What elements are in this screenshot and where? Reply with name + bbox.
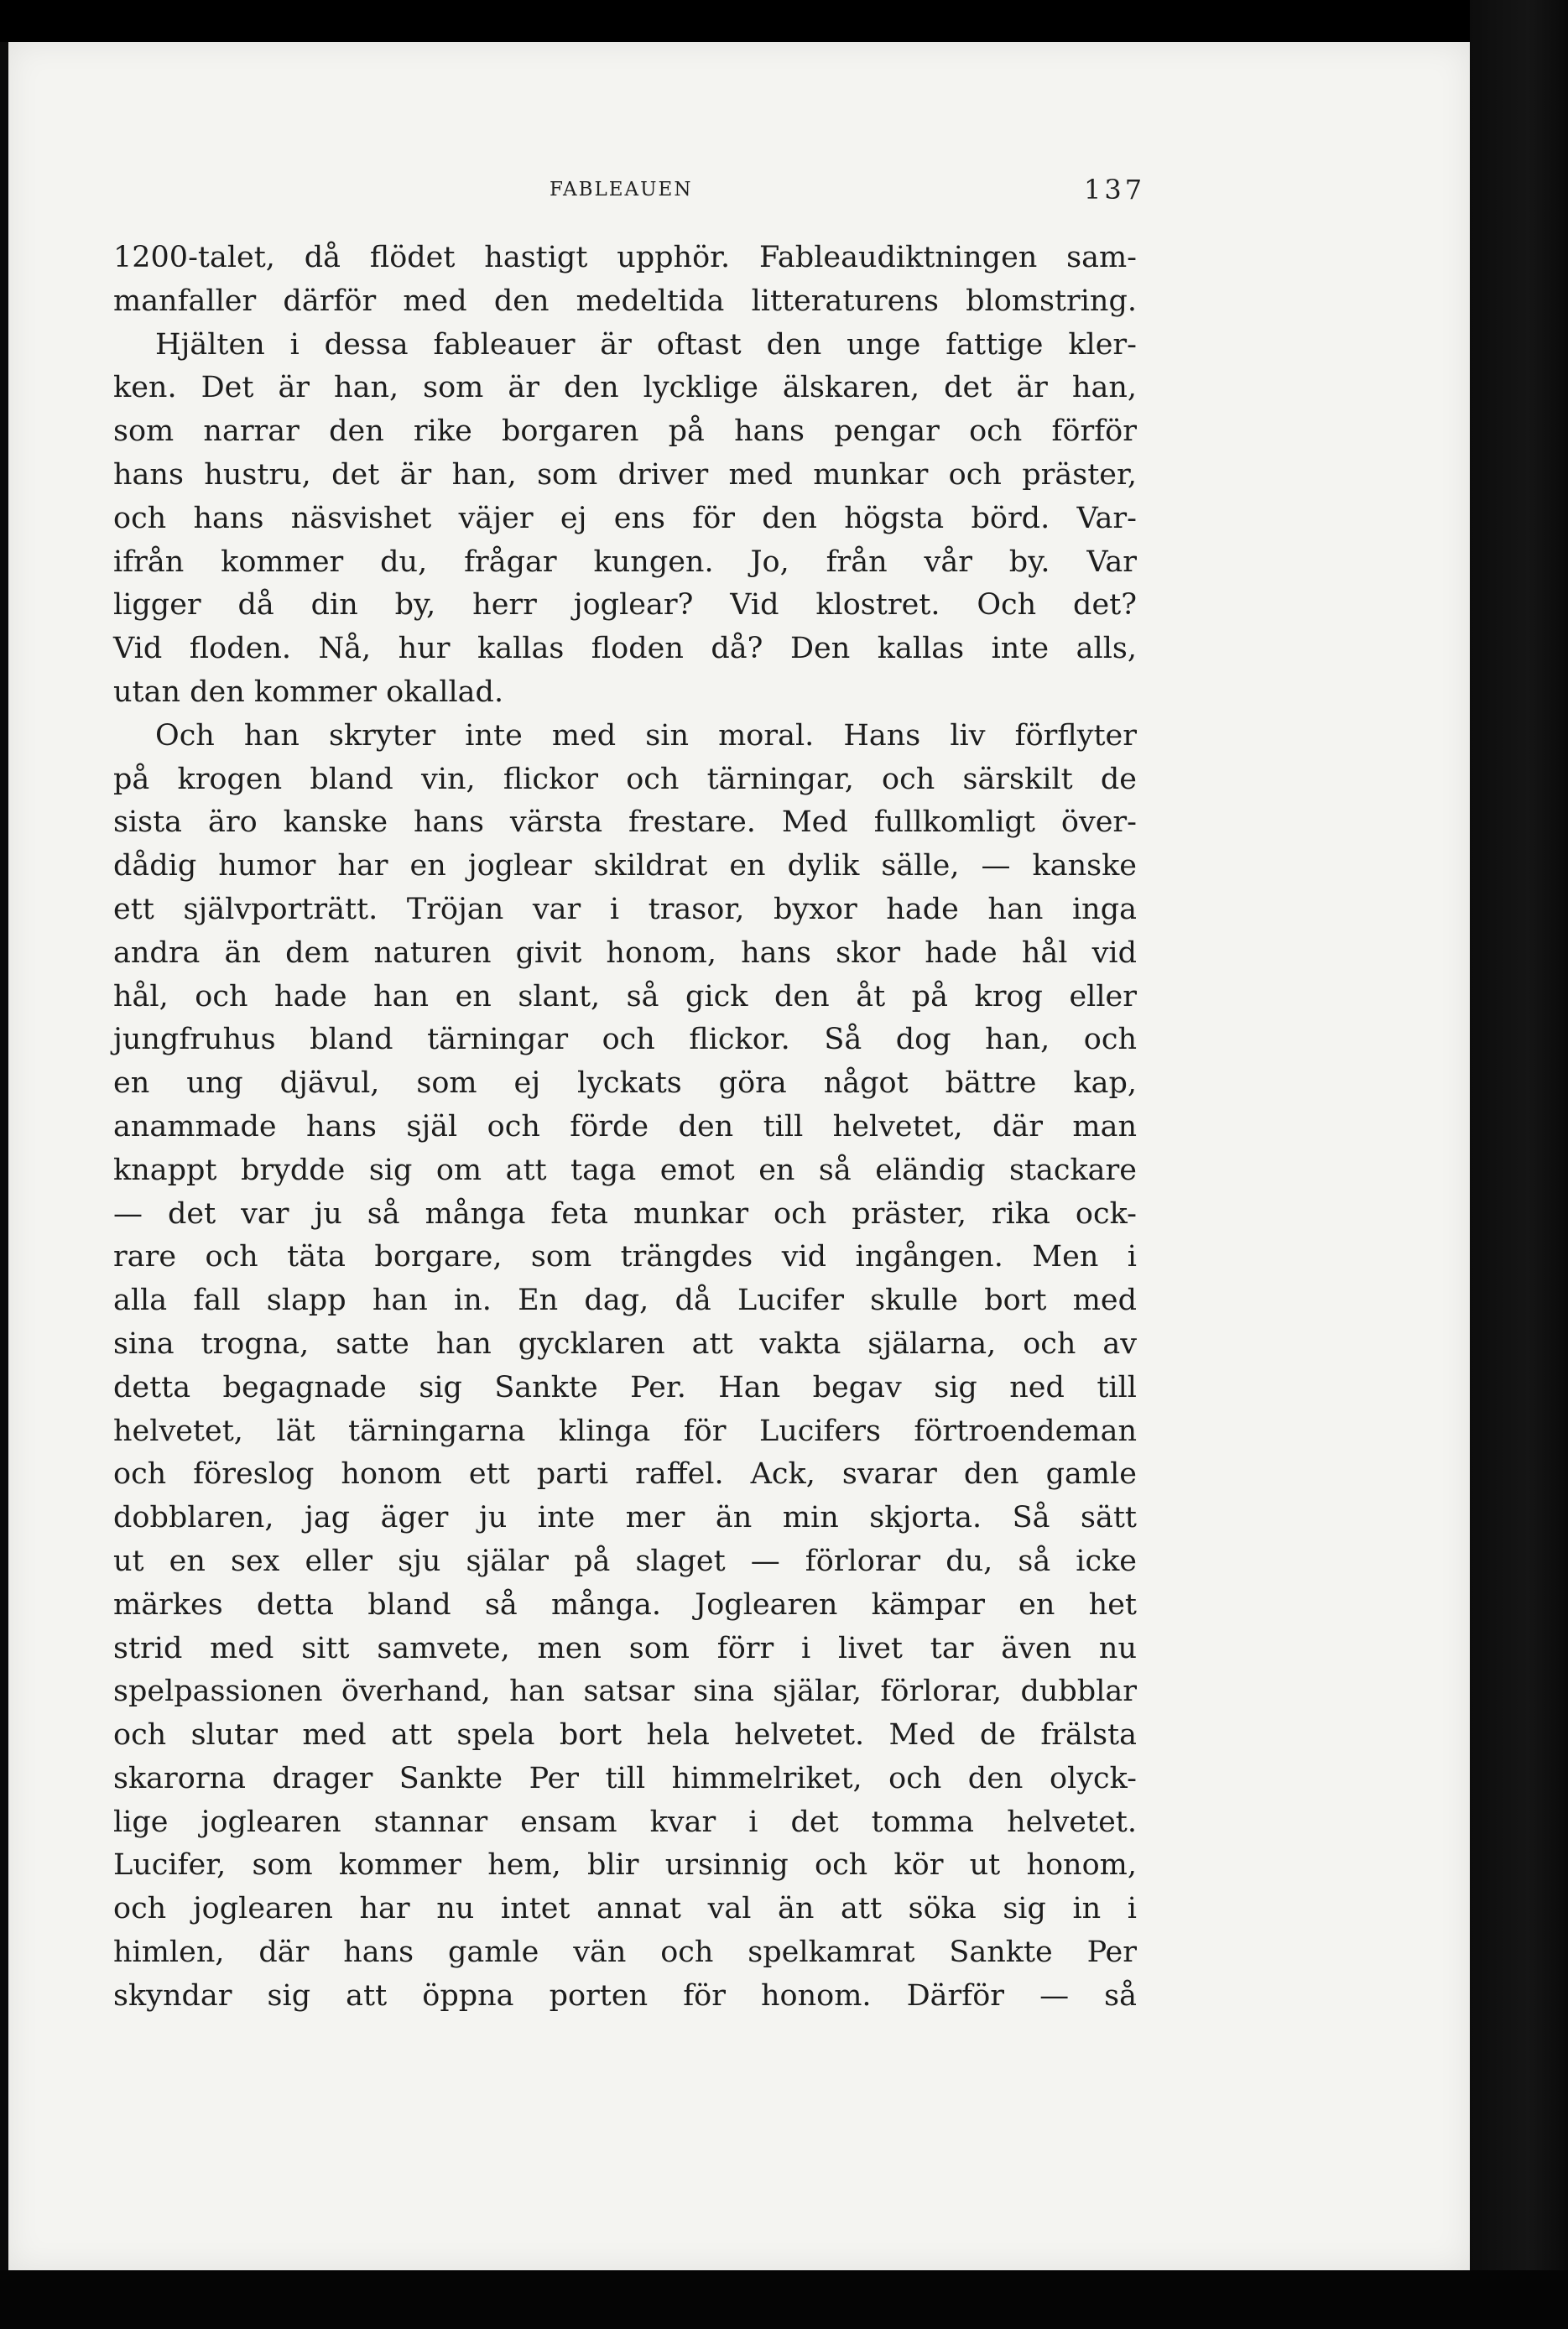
text-line: ligger då din by, herr joglear? Vid klostret. Och det? [113, 588, 1137, 623]
text-line: helvetet, lät tärningarna klinga för Lucifers förtroendeman [113, 1414, 1137, 1448]
text-line: ken. Det är han, som är den lycklige älskaren, det är han, [113, 371, 1137, 405]
text-line: sista äro kanske hans värsta frestare. Med fullkomligt över- [113, 805, 1137, 840]
text-line: ifrån kommer du, frågar kungen. Jo, från vår by. Var [113, 544, 1137, 579]
page-number: 137 [1084, 174, 1146, 206]
running-title: FABLEAUEN [550, 179, 693, 201]
text-line: hans hustru, det är han, som driver med munkar och präster, [113, 457, 1137, 492]
text-line: dådig humor har en joglear skildrat en dylik sälle, — kanske [113, 849, 1137, 883]
text-line: andra än dem naturen givit honom, hans skor hade hål vid [113, 935, 1137, 970]
text-line: knappt brydde sig om att taga emot en så eländig stackare [113, 1153, 1137, 1187]
text-line: manfaller därför med den medeltida litteraturens blomstring. [113, 284, 1137, 318]
text-line: Lucifer, som kommer hem, blir ursinnig och kör ut honom, [113, 1848, 1137, 1883]
text-line: ut en sex eller sju själar på slaget — förlorar du, så icke [113, 1544, 1137, 1578]
text-line: en ung djävul, som ej lyckats göra något bättre kap, [113, 1066, 1137, 1101]
text-line: som narrar den rike borgaren på hans pengar och förför [113, 414, 1137, 449]
text-line: hål, och hade han en slant, så gick den åt på krog eller [113, 979, 1137, 1013]
scan-border-right [1470, 0, 1568, 2329]
text-line: himlen, där hans gamle vän och spelkamrat Sankte Per [113, 1936, 1137, 1970]
scan-border-bottom [0, 2270, 1568, 2329]
text-line: rare och täta borgare, som trängdes vid ingången. Men i [113, 1240, 1137, 1274]
text-line: strid med sitt samvete, men som förr i livet tar även nu [113, 1631, 1137, 1665]
text-line: detta begagnade sig Sankte Per. Han begav sig ned till [113, 1370, 1137, 1404]
text-line: skyndar sig att öppna porten för honom. Därför — så [113, 1978, 1137, 2013]
text-line: på krogen bland vin, flickor och tärningar, och särskilt de [113, 762, 1137, 796]
text-line: alla fall slapp han in. En dag, då Lucifer skulle bort med [113, 1284, 1137, 1318]
text-line: ett självporträtt. Tröjan var i trasor, byxor hade han inga [113, 892, 1137, 926]
text-line: dobblaren, jag äger ju inte mer än min skjorta. Så sätt [113, 1501, 1137, 1535]
text-line: 1200-talet, då flödet hastigt upphör. Fableaudiktningen sam- [113, 241, 1137, 274]
text-line: märkes detta bland så många. Joglearen kämpar en het [113, 1587, 1137, 1622]
text-line: — det var ju så många feta munkar och präster, rika ock- [113, 1196, 1137, 1231]
text-line: skarorna drager Sankte Per till himmelriket, och den olyck- [113, 1761, 1137, 1795]
text-line: jungfruhus bland tärningar och flickor. Så dog han, och [113, 1023, 1137, 1057]
text-line: Hjälten i dessa fableauer är oftast den unge fattige kler- [155, 327, 1137, 362]
text-line: utan den kommer okallad. [113, 675, 504, 709]
text-line: anammade hans själ och förde den till helvetet, där man [113, 1109, 1137, 1144]
text-line: och slutar med att spela bort hela helvetet. Med de frälsta [113, 1718, 1137, 1753]
text-line: och föreslog honom ett parti raffel. Ack, svarar den gamle [113, 1457, 1137, 1492]
body-text [113, 237, 1137, 2019]
running-head [8, 174, 1470, 207]
text-line: spelpassionen överhand, han satsar sina själar, förlorar, dubblar [113, 1675, 1137, 1709]
book-page [8, 42, 1470, 2270]
scan-border-top [0, 0, 1568, 42]
text-line: lige joglearen stannar ensam kvar i det tomma helvetet. [113, 1805, 1137, 1839]
text-line: och joglearen har nu intet annat val än att söka sig in i [113, 1892, 1137, 1926]
text-line: Och han skryter inte med sin moral. Hans liv förflyter [155, 718, 1137, 753]
text-line: sina trogna, satte han gycklaren att vakta själarna, och av [113, 1326, 1137, 1361]
text-line: Vid floden. Nå, hur kallas floden då? Den kallas inte alls, [113, 632, 1137, 666]
text-line: och hans näsvishet väjer ej ens för den högsta börd. Var- [113, 501, 1137, 535]
